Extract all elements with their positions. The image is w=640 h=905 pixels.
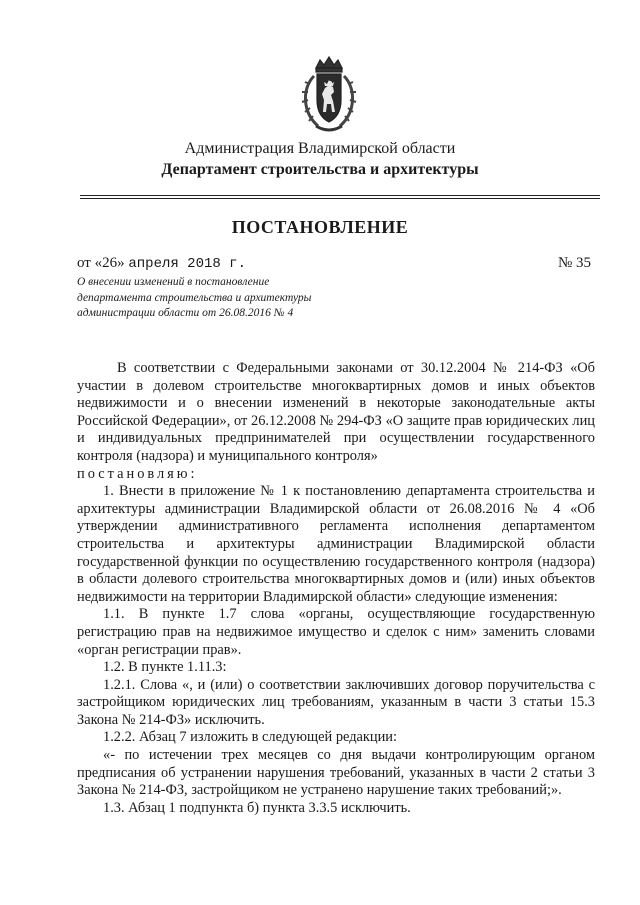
header-divider-top: [80, 195, 600, 196]
document-subject: [77, 275, 311, 322]
subject-line: департамента строительства и архитектуры: [77, 291, 312, 304]
body-paragraph: 1. Внести в приложение № 1 к постановлению департамента строительства и архитектуры администрации Владимирской области от 26.08.2016 № 4 «Об утверждении административного регламента исполнения департаментом строительства и архитектуры администрации Владимирской области государственной функции по осуществлению государственного контроля (надзора) в области долевого строительства многоквартирных домов и (или) иных объектов недвижимости на территории Владимирской области» следующие изменения:: [77, 483, 595, 605]
body-paragraph: 1.2.2. Абзац 7 изложить в следующей редакции:: [103, 729, 398, 746]
decree-word: постановляю:: [77, 465, 198, 482]
subject-line: О внесении изменений в постановление: [77, 276, 270, 288]
body-paragraph: 1.1. В пункте 1.7 слова «органы, осуществляющие государственную регистрацию прав на недвижимое имущество и сделок с ним» заменить словами «орган регистрации прав».: [77, 606, 595, 658]
body-paragraph: 1.3. Абзац 1 подпункта б) пункта 3.3.5 исключить.: [103, 799, 411, 816]
document-body: [77, 360, 595, 817]
date-handwritten: апреля 2018 г.: [128, 256, 246, 272]
body-paragraph: 1.2. В пункте 1.11.3:: [103, 659, 227, 676]
document-type: ПОСТАНОВЛЕНИЕ: [231, 217, 409, 237]
org-name: Администрация Владимирской области: [184, 140, 456, 157]
document-date: [77, 255, 246, 272]
body-paragraph: 1.2.1. Слова «, и (или) о соответствии заключивших договор поручительства с застройщиком юридических лиц требованиям, указанным в части 3 статьи 15.3 Закона № 214-ФЗ» исключить.: [77, 676, 595, 728]
body-paragraph: «- по истечении трех месяцев со дня выдачи контролирующим органом предписания об устранении нарушения требований, указанных в части 2 статьи 3 Закона № 214-ФЗ, застройщиком не устранено нарушение таких требований;».: [77, 747, 595, 799]
coat-of-arms-emblem: [296, 54, 362, 136]
header-divider-bottom: [80, 198, 600, 199]
preamble-paragraph: В соответствии с Федеральными законами от 30.12.2004 № 214-ФЗ «Об участии в долевом строительстве многоквартирных домов и иных объектов недвижимости и о внесении изменений в некоторые законодательные акты Российской Федерации», от 26.12.2008 № 294-ФЗ «О защите прав юридических лиц и индивидуальных предпринимателей при осуществлении государственного контроля (надзора) и муниципального контроля»: [77, 360, 595, 464]
document-number: № 35: [558, 255, 592, 271]
subject-line: администрации области от 26.08.2016 № 4: [77, 307, 294, 319]
date-prefix: от «26»: [77, 255, 125, 271]
department-name: Департамент строительства и архитектуры: [161, 161, 479, 178]
